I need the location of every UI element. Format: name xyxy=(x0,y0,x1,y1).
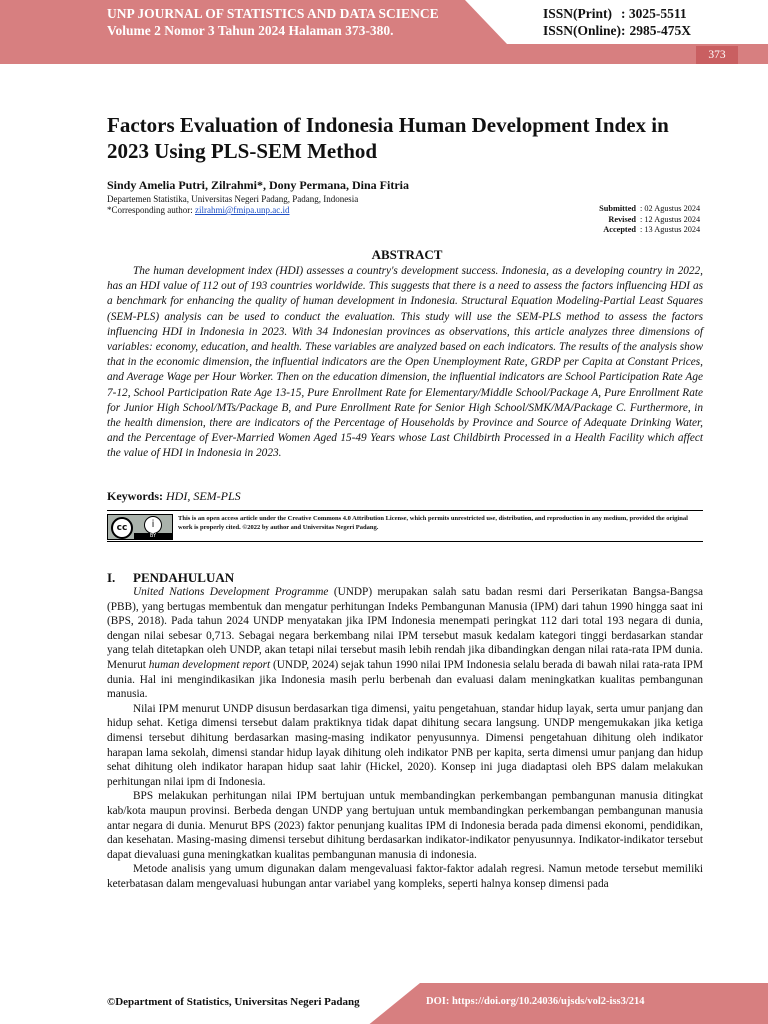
section-heading xyxy=(107,570,234,586)
issn-print-value: : 3025-5511 xyxy=(621,6,687,21)
journal-header xyxy=(107,5,439,39)
attribution-person-icon: i xyxy=(144,516,162,534)
affiliation: Departemen Statistika, Universitas Negeri Padang, Padang, Indonesia xyxy=(107,194,359,204)
keywords xyxy=(107,489,241,504)
volume-line: Volume 2 Nomor 3 Tahun 2024 Halaman 373-380. xyxy=(107,23,394,38)
abstract-heading: ABSTRACT xyxy=(371,247,443,262)
license-text: This is an open access article under the Creative Commons 4.0 Attribution License, which permits unrestricted use, distribution, and reproduction in any medium, provided the original work is properly cited. ©2022 by author and Universitas Negeri Padang. xyxy=(178,515,688,531)
journal-name: UNP JOURNAL OF STATISTICS AND DATA SCIENCE xyxy=(107,6,439,21)
issn-print-label: ISSN(Print) xyxy=(543,6,613,21)
cc-icon: cc xyxy=(111,517,133,539)
corresponding-author xyxy=(107,205,358,216)
author-list: Sindy Amelia Putri, Zilrahmi*, Dony Permana, Dina Fitria xyxy=(107,178,409,192)
footer-doi-link[interactable]: DOI: https://doi.org/10.24036/ujsds/vol2-iss3/214 xyxy=(426,996,645,1007)
revised-label: Revised xyxy=(608,214,636,224)
corresponding-label: *Corresponding author: xyxy=(107,205,193,215)
paragraph-4: Metode analisis yang umum digunakan dalam mengevaluasi faktor-faktor adalah regresi. Namun metode tersebut memiliki keterbatasan dalam mengevaluasi hubungan antar variabel yang kompleks, seperti halnya konsep dimensi pada xyxy=(107,863,703,890)
corresponding-email-link[interactable]: zilrahmi@fmipa.unp.ac.id xyxy=(195,205,290,215)
accepted-date: : 13 Agustus 2024 xyxy=(640,225,701,234)
footer-copyright: ©Department of Statistics, Universitas Negeri Padang xyxy=(107,996,360,1008)
submitted-date: : 02 Agustus 2024 xyxy=(640,204,701,213)
section-number: I. xyxy=(107,570,116,585)
accepted-label: Accepted xyxy=(603,225,636,234)
submitted-label: Submitted xyxy=(599,204,636,213)
issn-online-label: ISSN(Online): xyxy=(543,23,626,38)
undp-name: United Nations Development Programme xyxy=(133,586,329,598)
cc-by-logo-icon[interactable] xyxy=(107,514,173,540)
license-box xyxy=(107,510,703,542)
paragraph-1 xyxy=(107,585,703,702)
section-body xyxy=(107,585,703,891)
by-label: BY xyxy=(134,533,172,539)
paragraph-2: Nilai IPM menurut UNDP disusun berdasarkan tiga dimensi, yaitu pengetahuan, standar hidup layak, serta umur panjang dan hidup sehat. Ketiga dimensi tersebut dalam praktiknya tidak dapat dihitung secara langsung. UNDP mengemukakan jika ketiga dimensi tersebut dihitung berdasarkan masing-masing indikator penyusunnya. Dimensi pengetahuan dihitung oleh indikator harapan lama sekolah, dimensi standar hidup layak dihitung oleh indikator PNB per kapita, serta dimensi umur panjang dan hidup sehat dihitung oleh indikator harapan hidup saat lahir (Hickel, 2020). Konsep ini juga diadaptasi oleh BPS dalam melakukan perhitungan nilai ipm di Indonesia. xyxy=(107,702,703,788)
issn-online-value: 2985-475X xyxy=(629,23,692,38)
issn-block xyxy=(543,5,691,39)
article-title: Factors Evaluation of Indonesia Human Development Index in 2023 Using PLS-SEM Method xyxy=(107,113,669,163)
section-title: PENDAHULUAN xyxy=(133,570,235,585)
keywords-label: Keywords: xyxy=(107,489,163,503)
article-dates xyxy=(586,204,700,236)
affiliation-block xyxy=(107,194,358,216)
abstract-text: The human development index (HDI) assesses a country's development success. Indonesia, as a developing country in 2022, has an HDI value of 112 out of 193 countries worldwide. This suggests that there is a need to assess the factors influencing HDI as a benchmark for enhancing the quality of human development in Indonesia. Structural Equation Modeling-Partial Least Squares (SEM-PLS) analysis can be used to conduct the evaluation. This study will use the SEM-PLS method to assess the factors influencing HDI in Indonesia in 2023. With 34 Indonesian provinces as observations, this article analyzes three dimensions of variables: economy, education, and health. These variables are analyzed based on each indicators. The results of the analysis show that in the economic dimension, the influential indicators are the Open Unemployment Rate, GRDP per Capita at Constant Prices, and Average Wage per Hour Worker. Then on the education dimension, the influential indicators are School Participation Rate Age 7-12, School Participation Rate Age 13-15, Pure Enrollment Rate for Elementary/Middle School/Package A, Pure Enrollment Rate for Junior High School/MTs/Package B, and Pure Enrollment Rate for Senior High School/SMK/MA/Package C. Furthermore, in the health dimension, there are indicators of the Percentage of Households by Province and Source of Adequate Drinking Water, and the Percentage of Ever-Married Women Aged 15-49 Years whose Last Childbirth Processed in a Health Facility which affect the value of HDI in Indonesia in 2023. xyxy=(107,265,703,460)
paragraph-3: BPS melakukan perhitungan nilai IPM bertujuan untuk membandingkan perkembangan pembangunan manusia ditingkat kab/kota maupun provinsi. Berbeda dengan UNDP yang bertujuan untuk membandingkan perkembangan pembangunan manusia antar negara di dunia. Menurut BPS (2023) faktor penunjang kualitas IPM di Indonesia berada pada dimensi ekonomi, pendidikan, dan kesehatan. Masing-masing dimensi tersebut dihitung berdasarkan indikator-indikator penyusunnya. Indikator-indikator tersebut dapat dievaluasi guna meningkatkan kualitas pembangunan manusia di indonesia. xyxy=(107,790,703,861)
paragraph-1-text-a: (UNDP) merupakan salah satu badan resmi dari Perserikatan Bangsa-Bangsa (PBB), yang bertugas membentuk dan mengatur perhitungan Indeks Pembangunan Manusia (IPM) dari tahun 1990 hingga saat ini (BPS, 2018). Pada tahun 2024 UNDP menyatakan jika IPM Indonesia menempati peringkat 112 dari total 193 negara di dunia, dengan nilai sebesar 0,713. Sebagai negara berkembang nilai IPM tersebut masuk kedalam kategori tinggi berdasarkan standar yang telah ditetapkan oleh UNDP, akan tetapi nilai tersebut masih lebih rendah jika dibandingkan dengan nilai rata-rata IPM dunia. Menurut xyxy=(107,586,703,671)
keywords-values: HDI, SEM-PLS xyxy=(166,489,241,503)
page-number: 373 xyxy=(696,46,738,64)
revised-date: : 12 Agustus 2024 xyxy=(640,214,701,224)
paragraph-1-text-b: (UNDP, 2024) sejak tahun 1990 nilai IPM Indonesia selalu berada di bawah nilai rata-rata IPM dunia. Hal ini mengindikasikan jika Indonesia masih perlu berbenah dan evaluasi dalam meningkatkan kualitas pembangunan manusia. xyxy=(107,658,703,701)
hdr-name: human development report xyxy=(148,658,271,671)
